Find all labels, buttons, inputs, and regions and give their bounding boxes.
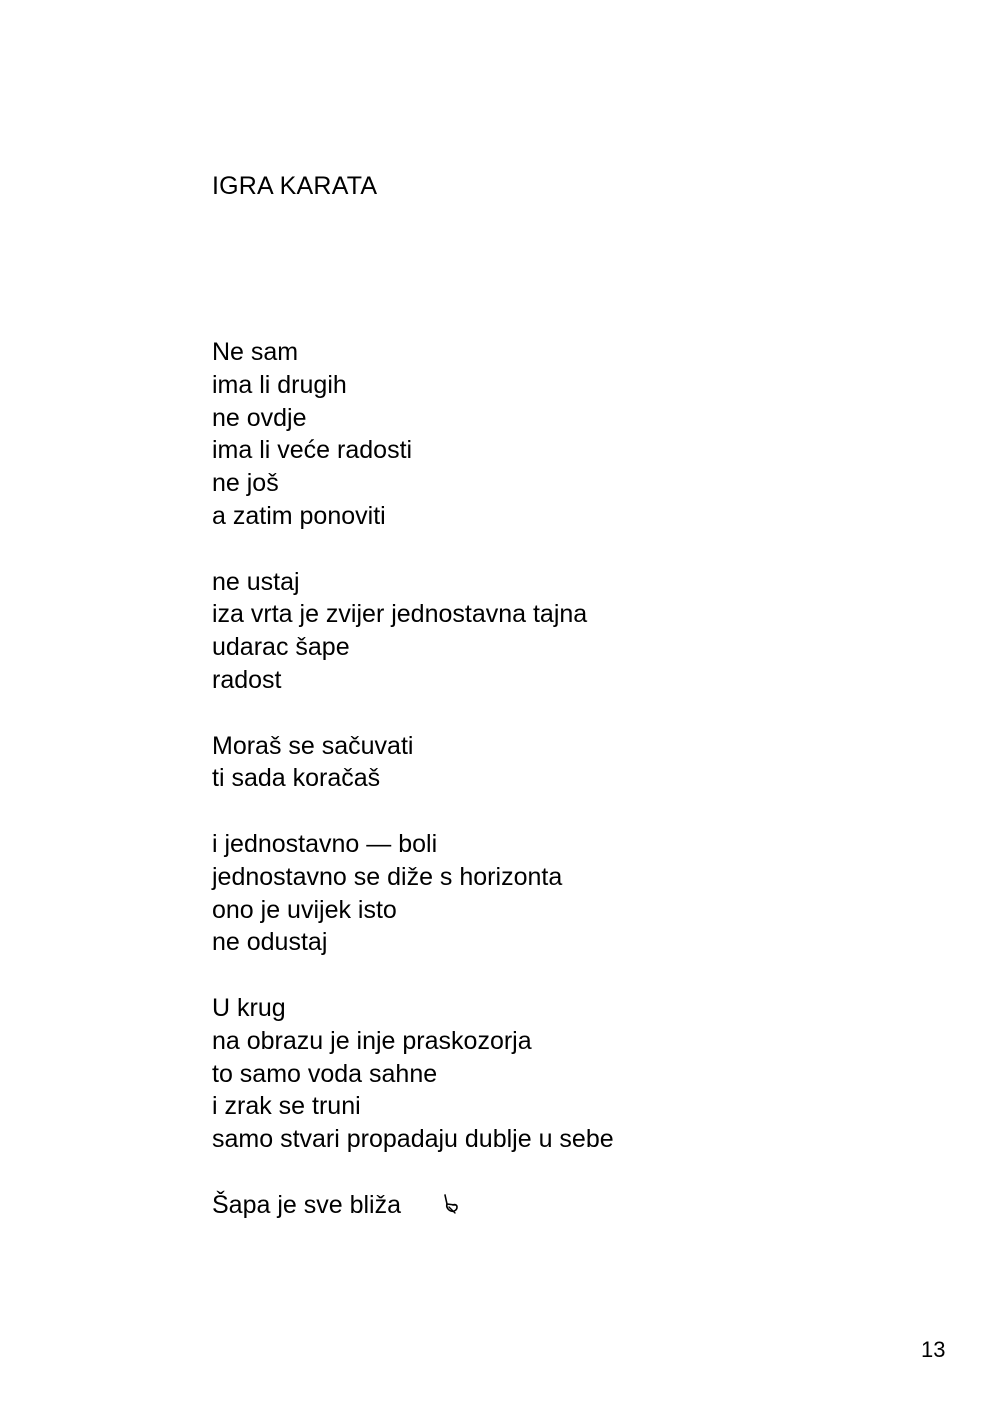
page-number: 13 [921,1337,946,1362]
final-line [212,1189,614,1222]
stanza [212,566,614,697]
poem-line: i zrak se truni [212,1092,361,1121]
poem-line: samo stvari propadaju dublje u sebe [212,1125,614,1154]
stanza [212,828,614,959]
poem-line: udarac šape [212,633,350,662]
poem-line: i jednostavno — boli [212,829,438,858]
poem-line: ima li drugih [212,370,347,399]
poem-line: jednostavno se diže s horizonta [212,862,563,891]
poem-line: Ne sam [212,338,299,366]
stanza [212,992,614,1156]
poem-line: ne još [212,469,279,498]
poem-line: ne odustaj [212,928,328,957]
poem-line: ne ovdje [212,403,307,432]
stanza-break [212,959,614,992]
poem-line: na obrazu je inje praskozorja [212,1026,532,1055]
poem-line: ima li veće radosti [212,436,413,465]
fleuron-icon [439,1193,461,1217]
stanza [212,730,614,796]
poem-line: Moraš se sačuvati [212,731,414,760]
poem-title: IGRA KARATA [212,172,378,200]
poem-body [212,336,614,1222]
stanza [212,336,614,533]
final-line-text: Šapa je sve bliža [212,1190,402,1219]
stanza-break [212,795,614,828]
poem-line: radost [212,665,282,694]
poem-line: to samo voda sahne [212,1059,438,1088]
poem-line: ti sada koračaš [212,764,381,793]
poem-line: a zatim ponoviti [212,501,386,530]
poem-line: ne ustaj [212,567,300,596]
stanza-break [212,533,614,566]
poem-line: ono je uvijek isto [212,895,397,924]
stanza-break [212,1156,614,1189]
stanza-break [212,697,614,730]
poem-line: iza vrta je zvijer jednostavna tajna [212,600,588,629]
poem-line: U krug [212,993,286,1022]
